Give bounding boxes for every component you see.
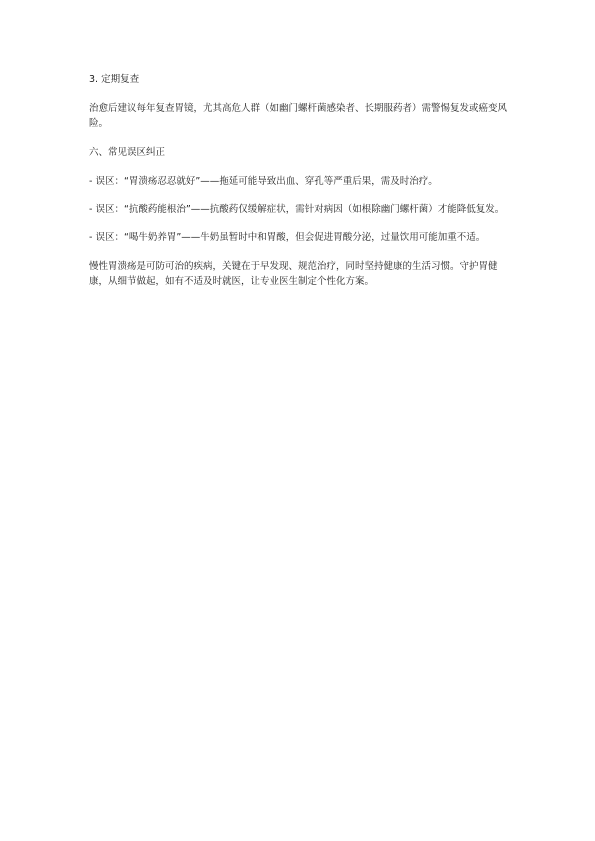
- myth-item-1: - 误区：“胃溃疡忍忍就好”——拖延可能导致出血、穿孔等严重后果，需及时治疗。: [89, 176, 438, 187]
- myth-item-2: - 误区：“抗酸药能根治”——抗酸药仅缓解症状，需针对病因（如根除幽门螺杆菌）才能降低复发。: [89, 204, 505, 215]
- section-3-body: 治愈后建议每年复查胃镜，尤其高危人群（如幽门螺杆菌感染者、长期服药者）需警惕复发或癌变风险。: [89, 103, 508, 129]
- section-3-heading: 3. 定期复查: [89, 74, 140, 85]
- section-6-heading: 六、常见误区纠正: [89, 147, 166, 158]
- conclusion-paragraph: 慢性胃溃疡是可防可治的疾病，关键在于早发现、规范治疗，同时坚持健康的生活习惯。守护胃健康，从细节做起，如有不适及时就医，让专业医生制定个性化方案。: [89, 261, 498, 287]
- myth-item-3: - 误区：“喝牛奶养胃”——牛奶虽暂时中和胃酸，但会促进胃酸分泌，过量饮用可能加重不适。: [89, 232, 486, 243]
- document-content: [89, 72, 509, 289]
